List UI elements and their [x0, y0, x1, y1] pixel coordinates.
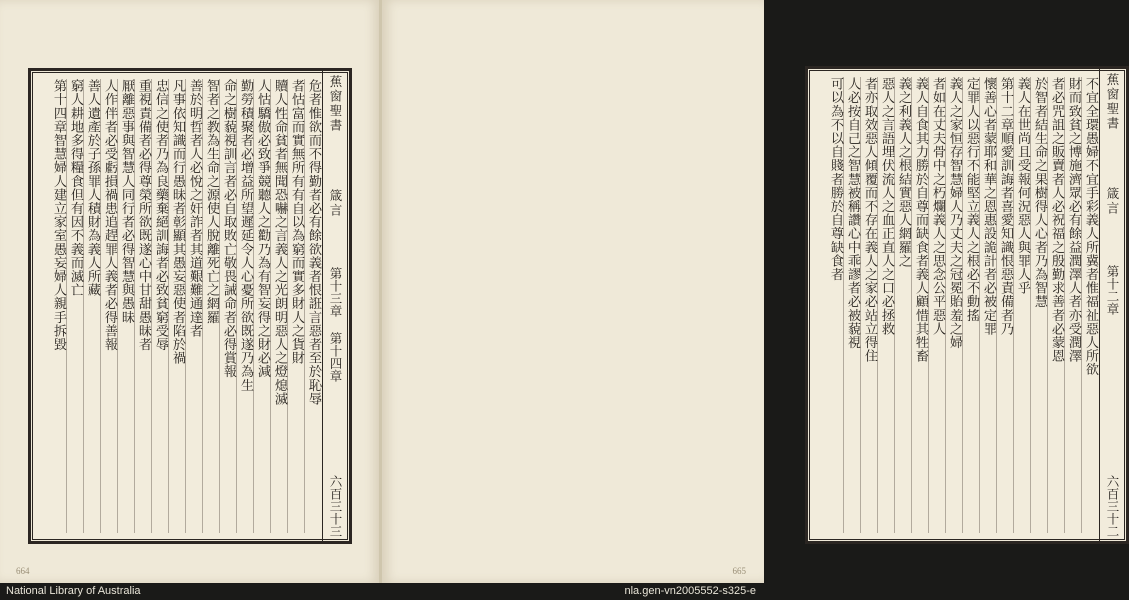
- right-folio-number: 六百三十二: [1105, 474, 1120, 537]
- text-column: 義之利義人之根結實惡人網羅之: [894, 77, 911, 533]
- record-identifier: nla.gen-vn2005552-s325-e: [624, 585, 756, 597]
- text-column: 重視責備者必得尊榮所欲既遂心中甘甜愚昧者: [134, 79, 151, 533]
- text-column: 贖人性命貧者無聞恐嚇之言義人之光朗明惡人之燈熄滅: [270, 79, 287, 533]
- text-column: 人必按自己之智慧被稱讚心中乖謬者必被藐視: [843, 77, 860, 533]
- text-column: 人怙驕傲必致爭競聽人之勸乃為有智妄得之財必減: [253, 79, 270, 533]
- text-column: 惡人之言語埋伏流人之血正直人之口必拯救: [877, 77, 894, 533]
- left-text-frame: [28, 68, 352, 544]
- text-column: 者亦取效惡人傾覆而不存在義人之家必站立得住: [860, 77, 877, 533]
- text-column: 窮人耕地多得糧食但有因不義而滅亡: [66, 79, 83, 533]
- text-column: 智者之教為生命之源使人脫離死亡之網羅: [202, 79, 219, 533]
- left-volume-title: 箴言: [328, 189, 343, 218]
- text-column: 第十四章智慧婦人建立家室愚妄婦人親手拆毀: [51, 79, 66, 351]
- right-text-columns: [828, 77, 1098, 533]
- text-column: 義人自食其力勝於自尊而缺食者義人顧惜其牲畜: [911, 77, 928, 533]
- right-book-title: 蕉窗聖書: [1105, 73, 1120, 131]
- right-text-frame: [805, 66, 1129, 544]
- text-column: 定罪人以惡行不能堅立義人之根必不動搖: [962, 77, 979, 533]
- text-column: 義人在世尚且受報何況惡人與罪人乎: [1013, 77, 1030, 533]
- right-header-band: [1099, 69, 1126, 541]
- left-page-number: 664: [16, 566, 30, 576]
- right-chapter-title: 第十二章: [1105, 265, 1120, 315]
- left-text-columns: [51, 79, 321, 533]
- text-column: 危者惟欲而不得勤者必有餘欲義者恨誑言惡者至於恥辱: [304, 79, 321, 533]
- left-page: [0, 0, 380, 583]
- text-column: 不宜全環愚婦不宜手彩義人所冀者惟福祉惡人所欲: [1081, 77, 1098, 533]
- left-book-title: 蕉窗聖書: [328, 75, 343, 133]
- left-chapter-range: 第十三章 第十四章: [328, 267, 343, 382]
- text-column: 凡事依知識而行愚昧者彰顯其愚妄惡使者陷於禍: [168, 79, 185, 533]
- text-column: 者怙富而實無所有有自以為窮而實多財人之貨財: [287, 79, 304, 533]
- text-column: 人作伴者必受虧損禍患追趕罪人義者必得善報: [100, 79, 117, 533]
- left-folio-number: 六百三十三: [328, 474, 343, 537]
- text-column: 者如在丈夫骨中之朽爛義人之思念公平惡人: [928, 77, 945, 533]
- library-credit: National Library of Australia: [6, 585, 141, 597]
- text-column: 懷善心者蒙耶和華之恩惠設詭計者必被定罪: [979, 77, 996, 533]
- text-column: 厭離惡事與智慧人同行者必得智慧與愚昧: [117, 79, 134, 533]
- text-column: 勤勞積聚者必增益所望遲延令人心憂所欲既遂乃為生: [236, 79, 253, 533]
- text-column: 財而致貧之博施濟眾必有餘益潤澤人者亦受潤澤: [1064, 77, 1081, 533]
- text-column: 者必咒詛之販賣者人必祝福之殷勤求善者必蒙恩: [1047, 77, 1064, 533]
- text-column: 命之樹藐視訓言者必自取敗亡敬畏誡命者必得賞報: [219, 79, 236, 533]
- text-column: 忠信之使者乃為良藥棄絕訓誨者必致貧窮受辱: [151, 79, 168, 533]
- right-page: [382, 0, 1120, 583]
- text-column: 可以為不以自賤者勝於自尊缺食者: [828, 77, 843, 281]
- right-volume-title: 箴言: [1105, 187, 1120, 216]
- text-column: 義人之家恒存智慧婦人乃丈夫之冠冕貽羞之婦: [945, 77, 962, 533]
- right-page-number: 665: [732, 566, 746, 576]
- text-column: 於智者結生命之果樹得人心者乃為智慧: [1030, 77, 1047, 533]
- text-column: 善人遺產於子孫罪人積財為義人所藏: [83, 79, 100, 533]
- text-column: 善於明哲者人必悅之奸詐者其道艱難通達者: [185, 79, 202, 533]
- text-column: 第十二章順愛訓誨者喜愛知識恨惡責備者乃: [996, 77, 1013, 533]
- left-header-band: [322, 71, 349, 541]
